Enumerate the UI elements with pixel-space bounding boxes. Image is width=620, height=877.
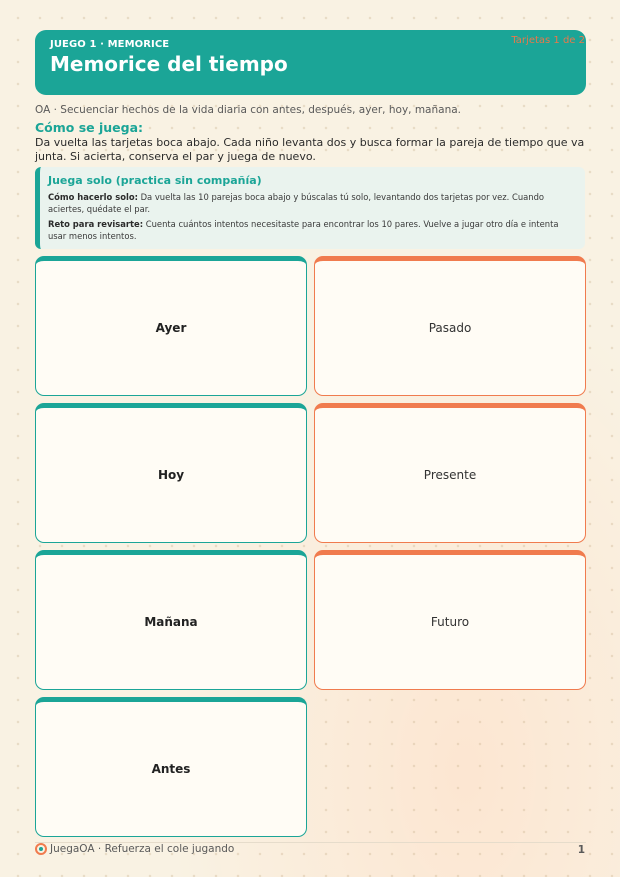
learning-objective: OA · Secuenciar hechos de la vida diaria con antes, después, ayer, hoy, mañana. (35, 104, 462, 116)
page-number: 1 (577, 844, 585, 856)
solo-challenge-line (48, 218, 575, 242)
solo-challenge-text: Cuenta cuántos intentos necesitaste para encontrar los 10 pares. Vuelve a jugar otro día e intenta usar menos intentos. (48, 219, 559, 241)
memory-card-word[interactable]: Hoy (35, 403, 307, 543)
solo-play-box (35, 167, 585, 249)
how-to-play-text: Da vuelta las tarjetas boca abajo. Cada niño levanta dos y busca formar la pareja de tiempo que va junta. Si acierta, conserva el par y juega de nuevo. (35, 136, 585, 163)
page-tag: Tarjetas 1 de 2 (511, 35, 585, 46)
how-to-play-title: Cómo se juega: (35, 120, 144, 135)
footer-text: JuegaOA · Refuerza el cole jugando (50, 843, 235, 855)
footer (35, 843, 234, 855)
memory-card-pair[interactable]: Pasado (314, 256, 586, 396)
game-kicker: JUEGO 1 · MEMORICE (50, 39, 170, 50)
solo-challenge-label: Reto para revisarte: (48, 219, 144, 229)
target-logo-icon (35, 843, 47, 855)
page-title: Memorice del tiempo (50, 52, 288, 76)
header-banner (35, 30, 586, 95)
memory-card-pair[interactable]: Presente (314, 403, 586, 543)
memory-card-word[interactable]: Antes (35, 697, 307, 837)
solo-title: Juega solo (practica sin compañía) (48, 174, 262, 187)
solo-how-label: Cómo hacerlo solo: (48, 192, 138, 202)
solo-how-text: Da vuelta las 10 parejas boca abajo y búscalas tú solo, levantando dos tarjetas por vez. Cuando aciertes, quédate el par. (48, 192, 545, 214)
memory-card-pair[interactable]: Futuro (314, 550, 586, 690)
solo-how-line (48, 191, 575, 215)
memory-card-word[interactable]: Mañana (35, 550, 307, 690)
memory-card-word[interactable]: Ayer (35, 256, 307, 396)
